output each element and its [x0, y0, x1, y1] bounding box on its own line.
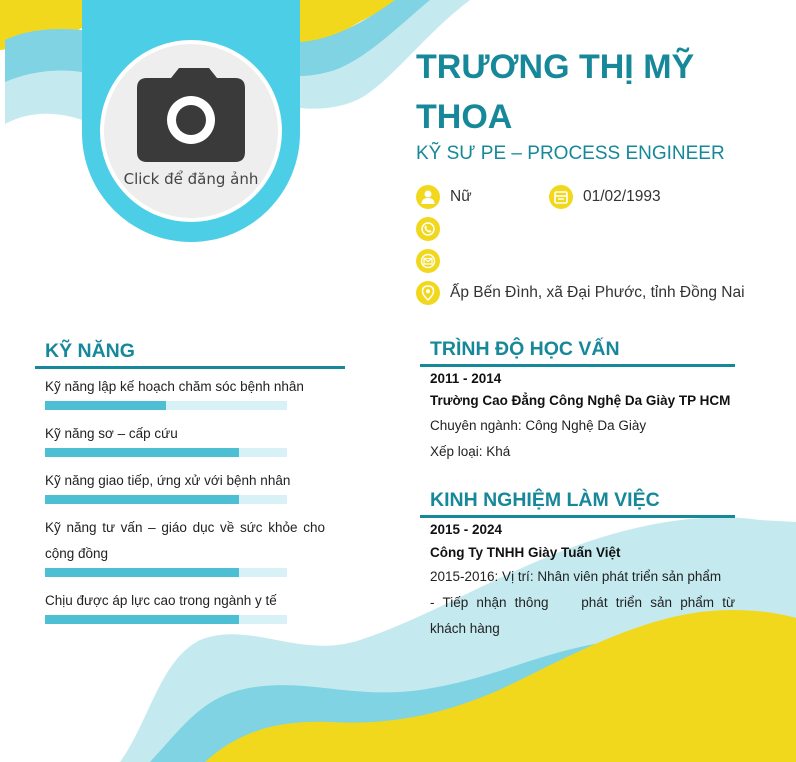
mail-icon [416, 249, 440, 273]
experience-title: KINH NGHIỆM LÀM VIỆC [430, 489, 660, 511]
skill-level-bar [45, 448, 287, 457]
experience-company: Công Ty TNHH Giày Tuấn Việt [430, 545, 621, 560]
name-line-2: THOA [416, 98, 513, 136]
phone-icon [416, 217, 440, 241]
experience-task-line-2: khách hàng [430, 621, 500, 636]
experience-divider [420, 515, 735, 518]
job-title: KỸ SƯ PE – PROCESS ENGINEER [416, 143, 725, 164]
photo-upload-placeholder[interactable] [100, 40, 282, 222]
skills-title: KỸ NĂNG [45, 340, 135, 362]
gender-value: Nữ [450, 188, 472, 205]
address-row [416, 281, 745, 305]
skill-label-line: Kỹ năng sơ – cấp cứu [45, 426, 178, 441]
education-period: 2011 - 2014 [430, 371, 502, 386]
skill-level-fill [45, 615, 239, 624]
address-value: Ấp Bến Đình, xã Đại Phước, tỉnh Đồng Nai [450, 284, 745, 301]
skill-label-line: cộng đồng [45, 546, 109, 561]
skill-level-bar [45, 495, 287, 504]
skill-label-line: Kỹ năng giao tiếp, ứng xử với bệnh nhân [45, 473, 291, 488]
education-major: Chuyên ngành: Công Nghệ Da Giày [430, 418, 647, 433]
skill-label-line: Kỹ năng tư vấn – giáo dục về sức khỏe cho [45, 520, 325, 535]
skill-label [45, 588, 325, 614]
education-divider [420, 364, 735, 367]
education-school: Trường Cao Đẳng Công Nghệ Da Giày TP HCM [430, 393, 731, 408]
skill-label [45, 468, 325, 494]
skill-level-fill [45, 448, 239, 457]
skill-label [45, 515, 325, 567]
gender-row [416, 185, 472, 209]
phone-row [416, 217, 450, 241]
birthdate-row [549, 185, 661, 209]
education-grade: Xếp loại: Khá [430, 444, 511, 459]
skill-level-fill [45, 495, 239, 504]
location-pin-icon [416, 281, 440, 305]
skill-level-bar [45, 568, 287, 577]
experience-period: 2015 - 2024 [430, 522, 503, 537]
skill-label-line: Chịu được áp lực cao trong ngành y tế [45, 593, 277, 608]
skill-level-bar [45, 401, 287, 410]
skill-level-bar [45, 615, 287, 624]
email-row [416, 249, 450, 273]
skill-label-line: Kỹ năng lập kế hoạch chăm sóc bệnh nhân [45, 379, 304, 394]
experience-position: 2015-2016: Vị trí: Nhân viên phát triển sản phẩm [430, 569, 722, 584]
skill-label [45, 374, 325, 400]
camera-icon [137, 68, 245, 162]
photo-caption: Click để đăng ảnh [123, 170, 259, 188]
skills-divider [35, 366, 345, 369]
user-icon [416, 185, 440, 209]
skill-level-fill [45, 401, 166, 410]
name-line-1: TRƯƠNG THỊ MỸ [416, 48, 695, 86]
skill-level-fill [45, 568, 239, 577]
education-title: TRÌNH ĐỘ HỌC VẤN [430, 338, 620, 360]
calendar-icon [549, 185, 573, 209]
experience-task-line-1: - Tiếp nhận thông phát triển sản phẩm từ [430, 595, 735, 610]
birthdate-value: 01/02/1993 [583, 188, 661, 205]
skill-label [45, 421, 325, 447]
full-name [416, 42, 776, 142]
